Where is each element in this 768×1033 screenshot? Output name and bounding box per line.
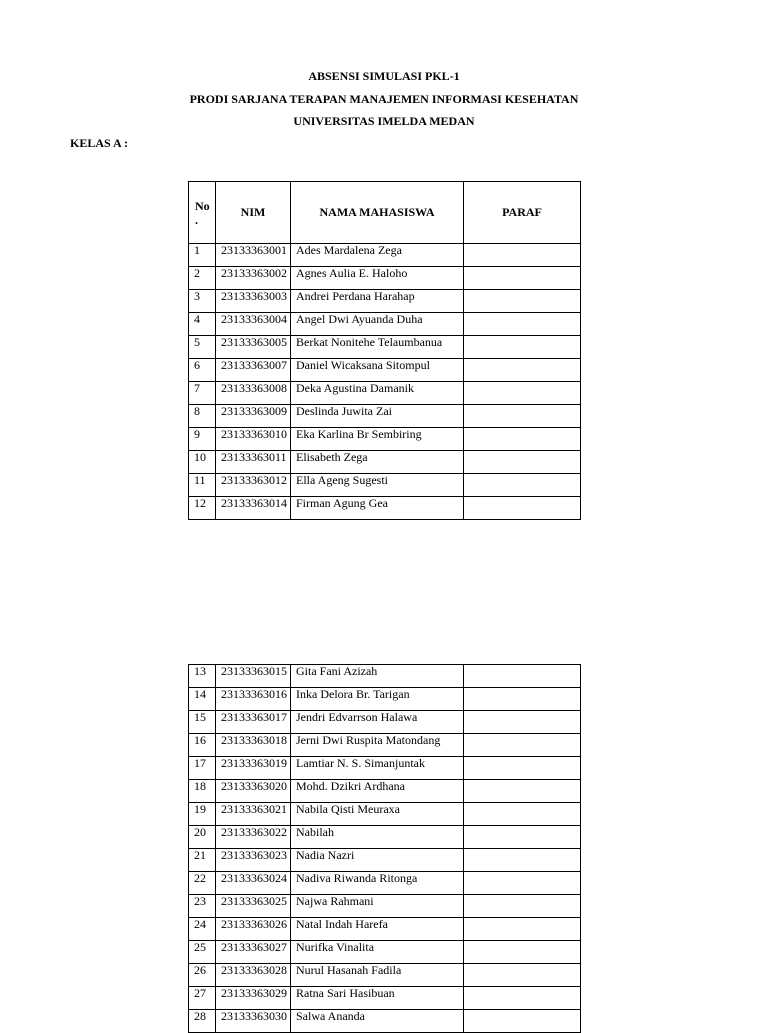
student-name: Nabilah bbox=[291, 826, 464, 849]
signature-cell[interactable] bbox=[464, 987, 581, 1010]
row-number: 9 bbox=[189, 428, 216, 451]
row-number: 28 bbox=[189, 1010, 216, 1033]
student-name: Nabila Qisti Meuraxa bbox=[291, 803, 464, 826]
signature-cell[interactable] bbox=[464, 382, 581, 405]
signature-cell[interactable] bbox=[464, 941, 581, 964]
row-number: 17 bbox=[189, 757, 216, 780]
signature-cell[interactable] bbox=[464, 336, 581, 359]
table-row bbox=[189, 382, 581, 405]
signature-cell[interactable] bbox=[464, 497, 581, 520]
student-nim: 23133363007 bbox=[216, 359, 291, 382]
student-nim: 23133363010 bbox=[216, 428, 291, 451]
program-name: PRODI SARJANA TERAPAN MANAJEMEN INFORMASI KESEHATAN bbox=[189, 92, 579, 106]
document-title: ABSENSI SIMULASI PKL-1 bbox=[308, 69, 460, 83]
table-row bbox=[189, 244, 581, 267]
student-name: Jendri Edvarrson Halawa bbox=[291, 711, 464, 734]
student-nim: 23133363004 bbox=[216, 313, 291, 336]
table-row bbox=[189, 474, 581, 497]
student-name: Ades Mardalena Zega bbox=[291, 244, 464, 267]
student-name: Agnes Aulia E. Haloho bbox=[291, 267, 464, 290]
table-row bbox=[189, 711, 581, 734]
student-name: Salwa Ananda bbox=[291, 1010, 464, 1033]
table-row bbox=[189, 987, 581, 1010]
table-row bbox=[189, 451, 581, 474]
table-row bbox=[189, 405, 581, 428]
signature-cell[interactable] bbox=[464, 359, 581, 382]
student-name: Deka Agustina Damanik bbox=[291, 382, 464, 405]
table-row bbox=[189, 757, 581, 780]
university-name: UNIVERSITAS IMELDA MEDAN bbox=[293, 114, 475, 128]
column-header-nim: NIM bbox=[216, 182, 291, 244]
student-nim: 23133363012 bbox=[216, 474, 291, 497]
signature-cell[interactable] bbox=[464, 849, 581, 872]
table-body bbox=[189, 244, 581, 520]
student-nim: 23133363018 bbox=[216, 734, 291, 757]
table-row bbox=[189, 359, 581, 382]
student-nim: 23133363011 bbox=[216, 451, 291, 474]
signature-cell[interactable] bbox=[464, 244, 581, 267]
row-number: 14 bbox=[189, 688, 216, 711]
student-name: Andrei Perdana Harahap bbox=[291, 290, 464, 313]
row-number: 15 bbox=[189, 711, 216, 734]
table-row bbox=[189, 688, 581, 711]
table-row bbox=[189, 918, 581, 941]
student-name: Inka Delora Br. Tarigan bbox=[291, 688, 464, 711]
row-number: 26 bbox=[189, 964, 216, 987]
signature-cell[interactable] bbox=[464, 428, 581, 451]
student-nim: 23133363026 bbox=[216, 918, 291, 941]
row-number: 19 bbox=[189, 803, 216, 826]
signature-cell[interactable] bbox=[464, 290, 581, 313]
student-name: Eka Karlina Br Sembiring bbox=[291, 428, 464, 451]
table-row bbox=[189, 290, 581, 313]
student-name: Natal Indah Harefa bbox=[291, 918, 464, 941]
student-nim: 23133363029 bbox=[216, 987, 291, 1010]
student-nim: 23133363002 bbox=[216, 267, 291, 290]
signature-cell[interactable] bbox=[464, 405, 581, 428]
signature-cell[interactable] bbox=[464, 780, 581, 803]
signature-cell[interactable] bbox=[464, 313, 581, 336]
table-row bbox=[189, 941, 581, 964]
student-name: Nurifka Vinalita bbox=[291, 941, 464, 964]
student-nim: 23133363017 bbox=[216, 711, 291, 734]
table-row bbox=[189, 826, 581, 849]
student-nim: 23133363003 bbox=[216, 290, 291, 313]
signature-cell[interactable] bbox=[464, 757, 581, 780]
table-row bbox=[189, 780, 581, 803]
signature-cell[interactable] bbox=[464, 964, 581, 987]
student-nim: 23133363008 bbox=[216, 382, 291, 405]
signature-cell[interactable] bbox=[464, 895, 581, 918]
student-nim: 23133363005 bbox=[216, 336, 291, 359]
student-name: Daniel Wicaksana Sitompul bbox=[291, 359, 464, 382]
student-nim: 23133363016 bbox=[216, 688, 291, 711]
table-row bbox=[189, 336, 581, 359]
column-header-no-dot: . bbox=[195, 212, 198, 227]
row-number: 12 bbox=[189, 497, 216, 520]
row-number: 2 bbox=[189, 267, 216, 290]
student-name: Elisabeth Zega bbox=[291, 451, 464, 474]
row-number: 18 bbox=[189, 780, 216, 803]
student-nim: 23133363028 bbox=[216, 964, 291, 987]
row-number: 6 bbox=[189, 359, 216, 382]
row-number: 24 bbox=[189, 918, 216, 941]
student-name: Nadiva Riwanda Ritonga bbox=[291, 872, 464, 895]
signature-cell[interactable] bbox=[464, 826, 581, 849]
signature-cell[interactable] bbox=[464, 474, 581, 497]
table-row bbox=[189, 895, 581, 918]
student-name: Nurul Hasanah Fadila bbox=[291, 964, 464, 987]
row-number: 27 bbox=[189, 987, 216, 1010]
student-name: Jerni Dwi Ruspita Matondang bbox=[291, 734, 464, 757]
table-row bbox=[189, 849, 581, 872]
row-number: 3 bbox=[189, 290, 216, 313]
student-nim: 23133363001 bbox=[216, 244, 291, 267]
row-number: 21 bbox=[189, 849, 216, 872]
signature-cell[interactable] bbox=[464, 665, 581, 688]
signature-cell[interactable] bbox=[464, 734, 581, 757]
table-row bbox=[189, 1010, 581, 1033]
column-header-no-text: No bbox=[195, 198, 210, 213]
table-row bbox=[189, 497, 581, 520]
table-row bbox=[189, 734, 581, 757]
row-number: 7 bbox=[189, 382, 216, 405]
table-row bbox=[189, 872, 581, 895]
student-name: Ratna Sari Hasibuan bbox=[291, 987, 464, 1010]
student-nim: 23133363024 bbox=[216, 872, 291, 895]
student-name: Najwa Rahmani bbox=[291, 895, 464, 918]
student-nim: 23133363009 bbox=[216, 405, 291, 428]
student-nim: 23133363022 bbox=[216, 826, 291, 849]
row-number: 22 bbox=[189, 872, 216, 895]
signature-cell[interactable] bbox=[464, 711, 581, 734]
table-header-row bbox=[189, 182, 581, 244]
row-number: 11 bbox=[189, 474, 216, 497]
table-row bbox=[189, 428, 581, 451]
column-header-nama: NAMA MAHASISWA bbox=[291, 182, 464, 244]
student-nim: 23133363020 bbox=[216, 780, 291, 803]
row-number: 5 bbox=[189, 336, 216, 359]
row-number: 1 bbox=[189, 244, 216, 267]
column-header-paraf: PARAF bbox=[464, 182, 581, 244]
student-name: Nadia Nazri bbox=[291, 849, 464, 872]
student-name: Deslinda Juwita Zai bbox=[291, 405, 464, 428]
signature-cell[interactable] bbox=[464, 872, 581, 895]
row-number: 25 bbox=[189, 941, 216, 964]
signature-cell[interactable] bbox=[464, 688, 581, 711]
student-nim: 23133363025 bbox=[216, 895, 291, 918]
signature-cell[interactable] bbox=[464, 803, 581, 826]
student-name: Ella Ageng Sugesti bbox=[291, 474, 464, 497]
table-row bbox=[189, 313, 581, 336]
student-name: Berkat Nonitehe Telaumbanua bbox=[291, 336, 464, 359]
student-nim: 23133363027 bbox=[216, 941, 291, 964]
student-name: Mohd. Dzikri Ardhana bbox=[291, 780, 464, 803]
student-nim: 23133363021 bbox=[216, 803, 291, 826]
row-number: 10 bbox=[189, 451, 216, 474]
table-body bbox=[189, 665, 581, 1033]
row-number: 13 bbox=[189, 665, 216, 688]
student-nim: 23133363030 bbox=[216, 1010, 291, 1033]
student-nim: 23133363023 bbox=[216, 849, 291, 872]
row-number: 20 bbox=[189, 826, 216, 849]
signature-cell[interactable] bbox=[464, 1010, 581, 1033]
student-name: Angel Dwi Ayuanda Duha bbox=[291, 313, 464, 336]
student-nim: 23133363014 bbox=[216, 497, 291, 520]
column-header-no bbox=[189, 182, 216, 244]
student-nim: 23133363015 bbox=[216, 665, 291, 688]
attendance-table-page1 bbox=[188, 181, 581, 520]
attendance-table-page2 bbox=[188, 664, 581, 1033]
row-number: 16 bbox=[189, 734, 216, 757]
table-row bbox=[189, 665, 581, 688]
row-number: 4 bbox=[189, 313, 216, 336]
row-number: 8 bbox=[189, 405, 216, 428]
student-nim: 23133363019 bbox=[216, 757, 291, 780]
signature-cell[interactable] bbox=[464, 267, 581, 290]
student-name: Gita Fani Azizah bbox=[291, 665, 464, 688]
row-number: 23 bbox=[189, 895, 216, 918]
student-name: Firman Agung Gea bbox=[291, 497, 464, 520]
signature-cell[interactable] bbox=[464, 451, 581, 474]
table-row bbox=[189, 267, 581, 290]
class-label: KELAS A : bbox=[70, 136, 129, 150]
table-row bbox=[189, 803, 581, 826]
table-row bbox=[189, 964, 581, 987]
student-name: Lamtiar N. S. Simanjuntak bbox=[291, 757, 464, 780]
signature-cell[interactable] bbox=[464, 918, 581, 941]
